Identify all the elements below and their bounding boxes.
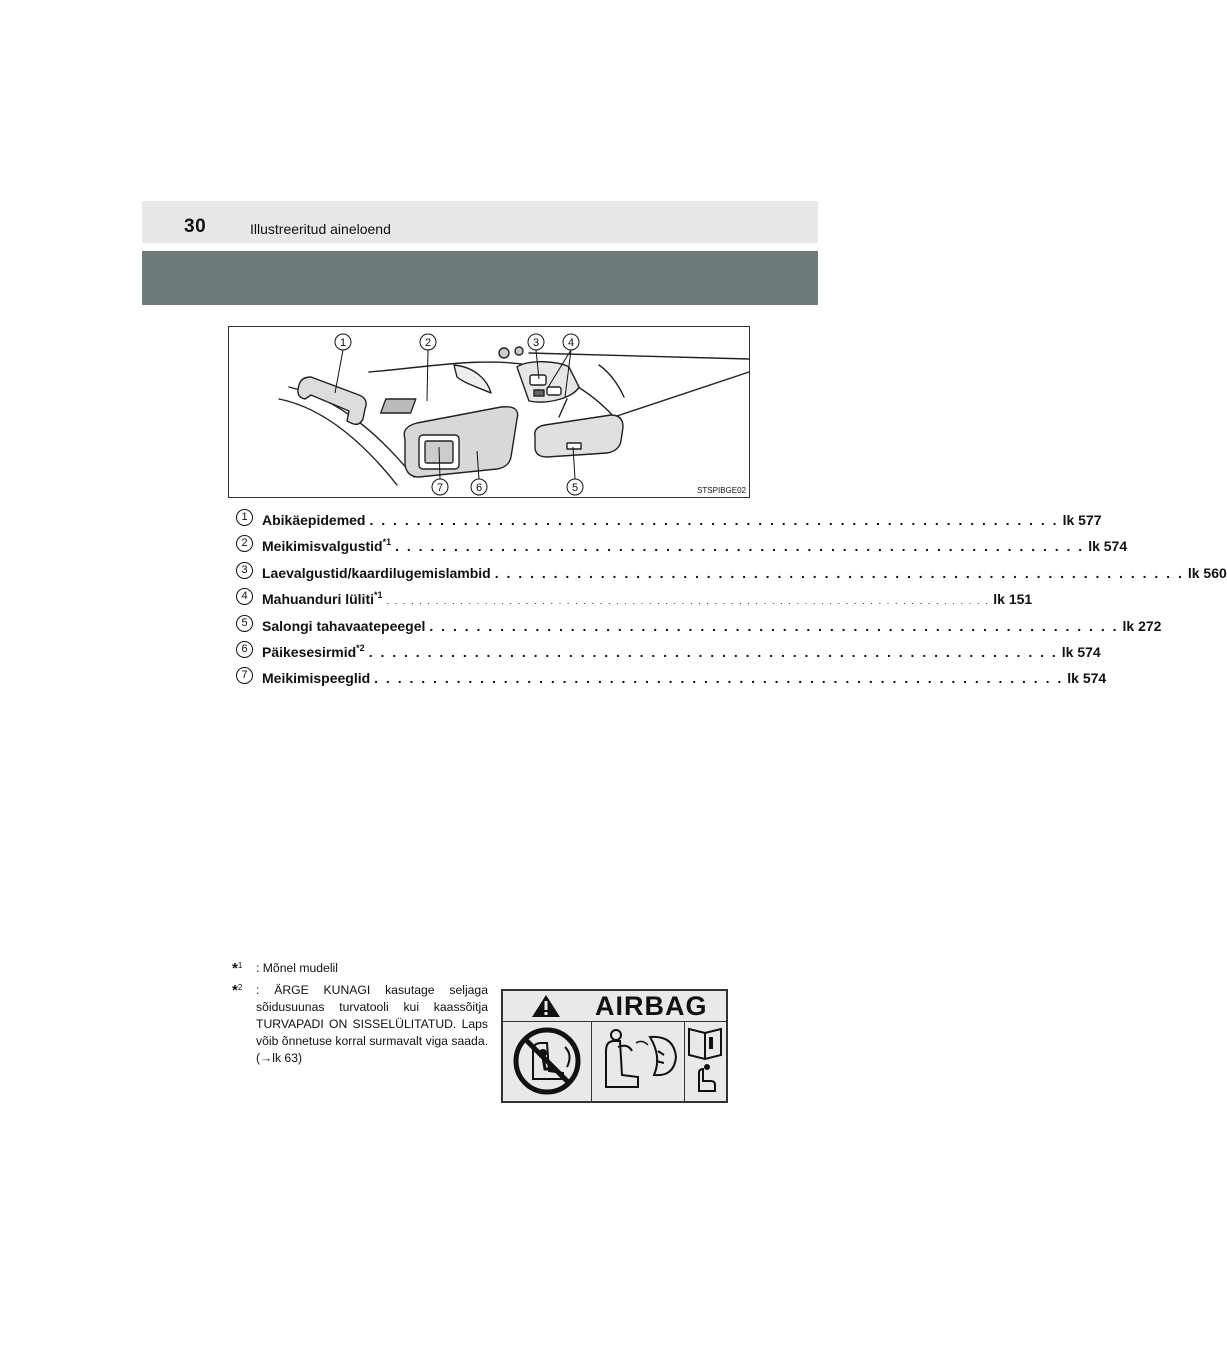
- list-item: [236, 561, 1227, 587]
- list-item: [236, 666, 1107, 692]
- airbag-warning-label: [501, 989, 728, 1103]
- list-item: [236, 587, 1033, 613]
- footnote: [232, 982, 488, 1067]
- footnote-text: : Mõnel mudelil: [256, 961, 338, 975]
- item-number: 3: [236, 562, 253, 579]
- callout-4: 4: [567, 337, 575, 349]
- leader-dots: . . . . . . . . . . . . . . . . . . . . . . . . . . . . . . . . . . . . . . . . . . . . . . . . . . . . . . . . . . .: [368, 643, 1058, 660]
- callout-2: 2: [424, 337, 432, 349]
- item-label: Salongi tahavaatepeegel: [262, 617, 426, 634]
- figure-code: STSPIBGE02: [697, 486, 746, 495]
- list-item: [236, 614, 1162, 640]
- leader-dots: . . . . . . . . . . . . . . . . . . . . . . . . . . . . . . . . . . . . . . . . . . . . . . . . . . . . . . . . . . .: [429, 617, 1119, 634]
- item-label: Päikesesirmid$^{*2}$: [262, 642, 365, 660]
- item-label: Laevalgustid/kaardilugemislambid: [262, 564, 491, 581]
- footnote: [232, 960, 488, 977]
- callout-1: 1: [339, 337, 347, 349]
- list-item: [236, 640, 1101, 666]
- item-number: 6: [236, 641, 253, 658]
- item-number: 2: [236, 535, 253, 552]
- footnote-text: : ÄRGE KUNAGI kasutage seljaga sõidusuunas turvatooli kui kaassõitja TURVAPADI ON SISSELÜLITATUD. Laps võib õnnetuse korral surmavalt viga saada. (→lk 63): [256, 983, 488, 1065]
- footnote-marker: *$^2$: [232, 982, 243, 999]
- page-ref: lk 151: [993, 591, 1033, 608]
- page-ref: lk 574: [1067, 670, 1107, 687]
- page-ref: lk 574: [1088, 538, 1128, 555]
- list-item: [236, 534, 1128, 560]
- item-number: 5: [236, 615, 253, 632]
- interior-roof-illustration: [228, 326, 750, 498]
- airbag-deploy-icon: [592, 1021, 684, 1101]
- item-number: 4: [236, 588, 253, 605]
- page-ref: lk 560: [1187, 564, 1227, 581]
- header-band: [142, 251, 818, 305]
- item-label: Meikimispeeglid: [262, 670, 371, 687]
- callout-7: 7: [436, 482, 444, 494]
- child-seat-prohibited-icon: [503, 1021, 591, 1101]
- item-label: Abikäepidemed: [262, 512, 366, 528]
- item-number: 1: [236, 509, 253, 526]
- ceiling-drawing: [229, 327, 751, 499]
- leader-dots: . . . . . . . . . . . . . . . . . . . . . . . . . . . . . . . . . . . . . . . . . . . . . . . . . . . . . . . . . . .: [369, 512, 1059, 528]
- leader-dots: . . . . . . . . . . . . . . . . . . . . . . . . . . . . . . . . . . . . . . . . . . . . . . . . . . . . . . . . . . .: [494, 564, 1184, 581]
- callout-5: 5: [571, 482, 579, 494]
- child-seat-prohibited-cell: [503, 1021, 592, 1101]
- footnote-marker: *$^1$: [232, 960, 243, 977]
- item-number: 7: [236, 667, 253, 684]
- page-ref: lk 272: [1122, 617, 1162, 634]
- airbag-label-header: [503, 991, 726, 1022]
- component-list: [236, 508, 1227, 693]
- page-ref: lk 574: [1061, 643, 1101, 660]
- warning-triangle-icon: [531, 994, 561, 1018]
- page-number: 30: [184, 216, 207, 237]
- header-bar: [142, 201, 818, 243]
- airbag-deploy-cell: [592, 1021, 685, 1101]
- read-manual-cell: [685, 1021, 726, 1101]
- leader-dots: . . . . . . . . . . . . . . . . . . . . . . . . . . . . . . . . . . . . . . . . . . . . . . . . . . . . . . . . . . .: [395, 538, 1085, 555]
- section-title: Illustreeritud aineloend: [250, 221, 391, 237]
- page-ref: lk 577: [1062, 512, 1102, 528]
- callout-6: 6: [475, 482, 483, 494]
- read-manual-icon: [685, 1021, 726, 1101]
- item-label: Meikimisvalgustid$^{*1}$: [262, 537, 392, 555]
- airbag-title: AIRBAG: [595, 991, 708, 1021]
- item-label: Mahuanduri lüliti$^{*1}$: [262, 590, 383, 608]
- footnotes: [232, 960, 488, 1072]
- leader-dots: . . . . . . . . . . . . . . . . . . . . . . . . . . . . . . . . . . . . . . . . . . . . . . . . . . . . . . . . . . . . . . . . . . . . . . . . . .: [386, 596, 990, 607]
- list-item: [236, 508, 1102, 534]
- callout-3: 3: [532, 337, 540, 349]
- leader-dots: . . . . . . . . . . . . . . . . . . . . . . . . . . . . . . . . . . . . . . . . . . . . . . . . . . . . . . . . . . .: [374, 670, 1064, 687]
